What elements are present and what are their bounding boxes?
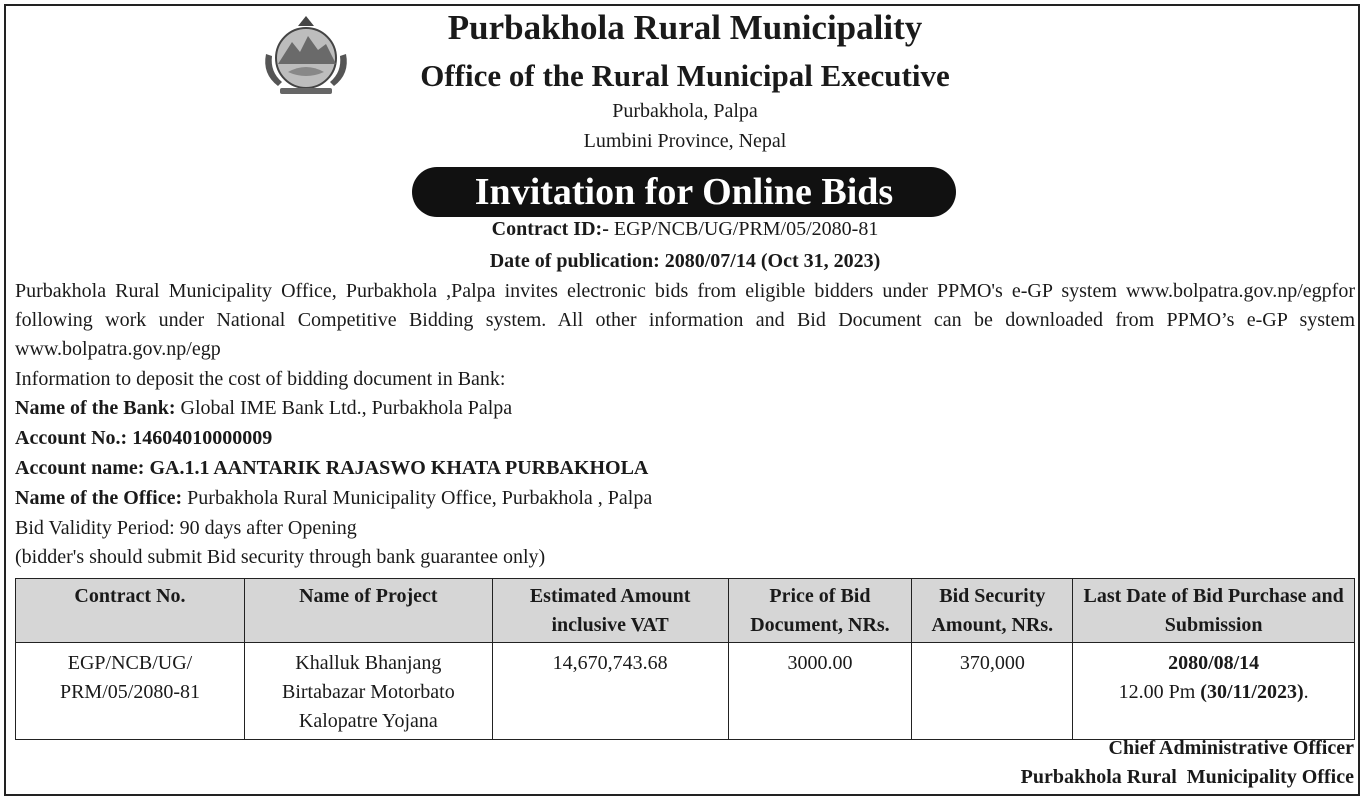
office-name: Office of the Rural Municipal Executive bbox=[420, 58, 950, 93]
account-name-value: GA.1.1 AANTARIK RAJASWO KHATA PURBAKHOLA bbox=[144, 457, 649, 479]
bank-name-line bbox=[15, 394, 512, 423]
office-value: Purbakhola Rural Municipality Office, Purbakhola , Palpa bbox=[182, 487, 653, 509]
account-no-line bbox=[15, 424, 272, 453]
intro-paragraph: Purbakhola Rural Municipality Office, Purbakhola ,Palpa invites electronic bids from eligible bidders under PPMO's e-GP system www.bolpatra.gov.np/egpfor following work under National Competitive Bidding system. All other information and Bid Document can be downloaded from PPMO’s e-GP system www.bolpatra.gov.np/egp bbox=[15, 280, 1355, 360]
publication-label: Date of publication: bbox=[489, 250, 660, 272]
address-line-1: Purbakhola, Palpa bbox=[612, 100, 758, 122]
bank-value: Global IME Bank Ltd., Purbakhola Palpa bbox=[175, 397, 513, 419]
header-estimated-amount: Estimated Amount inclusive VAT bbox=[492, 579, 728, 643]
signature-title: Chief Administrative Officer bbox=[1108, 737, 1354, 759]
header-contract-no: Contract No. bbox=[16, 579, 245, 643]
header-project-name: Name of Project bbox=[244, 579, 492, 643]
deposit-info: Information to deposit the cost of bidding document in Bank: bbox=[15, 368, 506, 390]
cell-bid-security: 370,000 bbox=[912, 643, 1073, 740]
cell-bid-doc-price: 3000.00 bbox=[728, 643, 912, 740]
municipality-name: Purbakhola Rural Municipality bbox=[447, 8, 923, 47]
last-suffix: . bbox=[1303, 681, 1309, 703]
header-last-date: Last Date of Bid Purchase and Submission bbox=[1073, 579, 1355, 643]
bank-label: Name of the Bank: bbox=[15, 397, 176, 419]
office-label: Name of the Office: bbox=[15, 487, 183, 509]
account-name-line bbox=[15, 454, 648, 483]
nepal-government-emblem-icon bbox=[258, 14, 354, 98]
last-time: 12.00 Pm bbox=[1118, 681, 1201, 703]
table-header-row bbox=[16, 579, 1355, 643]
publication-value: 2080/07/14 (Oct 31, 2023) bbox=[659, 250, 881, 272]
publication-date bbox=[490, 250, 881, 273]
header-bid-doc-price: Price of Bid Document, NRs. bbox=[728, 579, 912, 643]
security-note: (bidder's should submit Bid security through bank guarantee only) bbox=[15, 546, 546, 568]
last-date-bs: 2080/08/14 bbox=[1168, 652, 1260, 674]
bid-validity: Bid Validity Period: 90 days after Opening bbox=[15, 517, 357, 539]
contract-id-value: EGP/NCB/UG/PRM/05/2080-81 bbox=[608, 218, 879, 240]
cell-last-date bbox=[1073, 643, 1355, 740]
bid-table bbox=[15, 578, 1355, 740]
cell-estimated-amount: 14,670,743.68 bbox=[492, 643, 728, 740]
account-no-label: Account No.: bbox=[15, 427, 128, 449]
contract-id bbox=[492, 218, 879, 241]
contract-id-label: Contract ID:- bbox=[491, 218, 609, 240]
last-date-ad: (30/11/2023) bbox=[1200, 681, 1304, 703]
cell-project-name: Khalluk Bhanjang Birtabazar Motorbato Kalopatre Yojana bbox=[244, 643, 492, 740]
notice-title-banner: Invitation for Online Bids bbox=[412, 167, 956, 217]
signature-office: Purbakhola Rural Municipality Office bbox=[1020, 766, 1354, 788]
account-no-value: 14604010000009 bbox=[127, 427, 273, 449]
office-name-line bbox=[15, 484, 652, 513]
account-name-label: Account name: bbox=[15, 457, 145, 479]
header-bid-security: Bid Security Amount, NRs. bbox=[912, 579, 1073, 643]
table-row bbox=[16, 643, 1355, 740]
address-line-2: Lumbini Province, Nepal bbox=[583, 130, 787, 152]
cell-contract-no: EGP/NCB/UG/ PRM/05/2080-81 bbox=[16, 643, 245, 740]
